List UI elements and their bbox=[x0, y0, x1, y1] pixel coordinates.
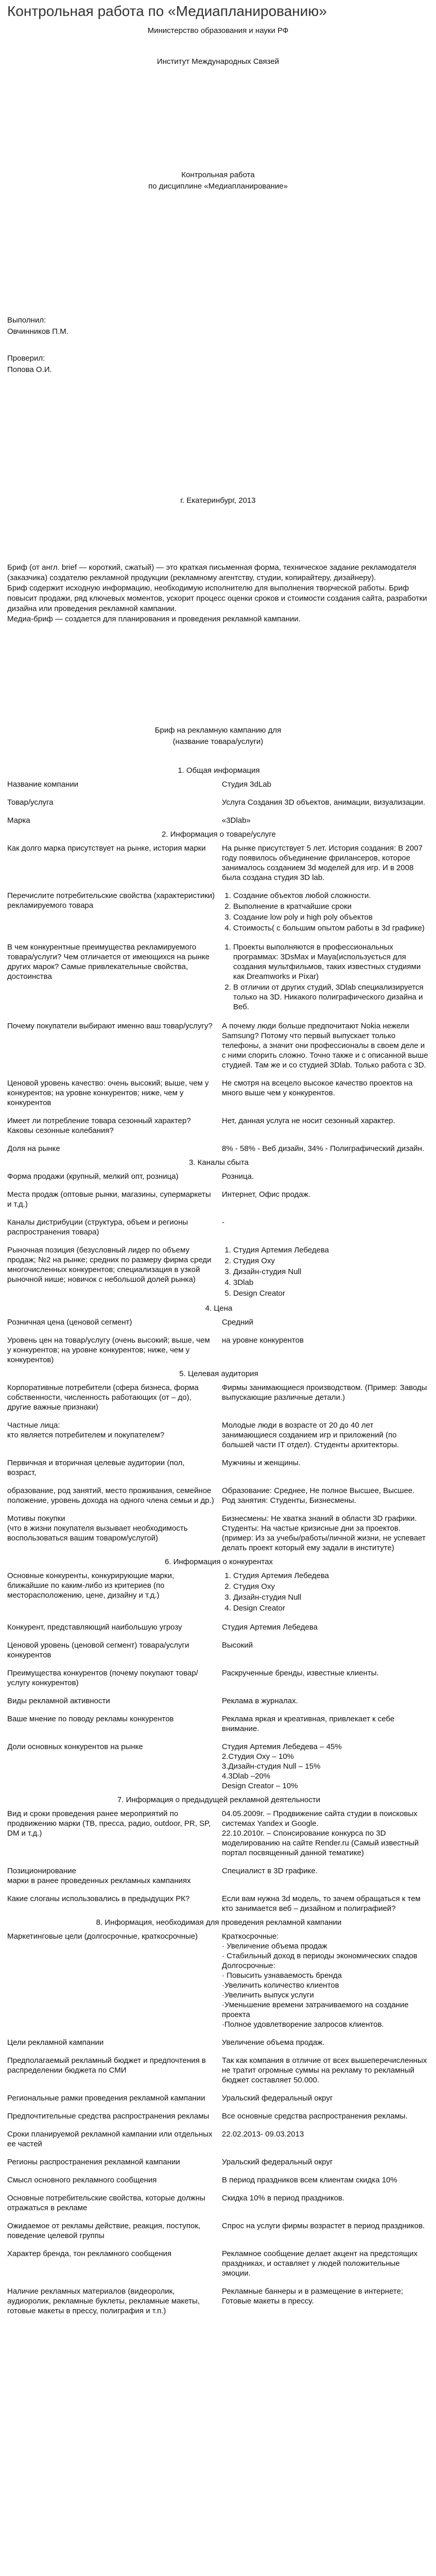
row-value: На рынке присутствует 5 лет. История создания: В 2007 году появилось объединение фрилансеров, которое занималось созданием 3d моделей для игр. И в 2008 была создана студия 3D lab. bbox=[222, 844, 423, 882]
row-value: Студия Артемия Лебедева – 45% 2.Студия Оху – 10% 3.Дизайн-студия Null – 15% 4.3Dlab –20% Design Creator – 10% bbox=[222, 1742, 342, 1790]
row-value: Услуга Создания 3D объектов, анимации, визуализации. bbox=[222, 798, 426, 807]
list-item: 1. Студия Артемия Лебедева bbox=[233, 1245, 430, 1255]
row-value: Раскрученные бренды, известные клиенты. bbox=[222, 1669, 379, 1677]
row-value: Не смотря на всецело высокое качество проектов на много выше чем у конкурентов. bbox=[222, 1079, 413, 1097]
checked-name: Попова О.И. bbox=[7, 365, 52, 374]
row-label: Уровень цен на товар/услугу (очень высокий; выше, чем у конкурентов; на уровне конкурентов; ниже, чем у конкурентов) bbox=[7, 1336, 210, 1364]
intro-paragraph: Медиа-бриф — создается для планирования и проведения рекламной кампании. bbox=[7, 615, 301, 623]
list-item: 1. Проекты выполняются в профессиональных программах: 3DsMax и Maya(использується для создания мультфильмов, таких известных студиями как Dreamworks и Pixar) bbox=[233, 942, 430, 981]
row-label: Каналы дистрибуции (структура, объем и регионы распространения товара) bbox=[7, 1218, 188, 1236]
table-row bbox=[4, 1328, 433, 1366]
section-header-row bbox=[4, 1914, 433, 1930]
row-label: Региональные рамки проведения рекламной кампании bbox=[7, 2094, 205, 2103]
table-row bbox=[4, 1014, 433, 1071]
row-label: Основные конкуренты, конкурирующие марки, ближайшие по каким-либо из критериев (по месторасположению, цене, дизайну и т.д.) bbox=[7, 1571, 175, 1600]
row-value: Спрос на услуги фирмы возрастет в период праздников. bbox=[222, 2222, 425, 2230]
row-label: Цели рекламной кампании bbox=[7, 2038, 104, 2047]
list-item: 3. Создание low poly и high poly объектов bbox=[233, 912, 430, 922]
row-label: Характер бренда, тон рекламного сообщения bbox=[7, 2249, 172, 2258]
table-row bbox=[4, 1171, 433, 1182]
row-value: Увеличение объема продаж. bbox=[222, 2038, 325, 2047]
row-label: Мотивы покупки (что в жизни покупателя вызывает необходимость воспользоваться вашим товаром/услугой) bbox=[7, 1514, 188, 1543]
section-header-row bbox=[4, 1366, 433, 1382]
row-value: Нет, данная услуга не носит сезонный характер. bbox=[222, 1116, 395, 1125]
row-value: Студия 3dLab bbox=[222, 780, 272, 789]
table-row bbox=[4, 1930, 433, 2030]
row-label: Почему покупатели выбирают именно ваш товар/услугу? bbox=[7, 1022, 213, 1030]
section-title: 6. Информация о конкурентах bbox=[164, 1557, 273, 1566]
table-row bbox=[4, 1570, 433, 1615]
list-item: 4. 3Dlab bbox=[233, 1278, 430, 1287]
table-row bbox=[4, 1182, 433, 1210]
value-list bbox=[222, 1245, 430, 1298]
row-value: Студия Артемия Лебедева bbox=[222, 1623, 318, 1632]
table-row bbox=[4, 1661, 433, 1689]
row-value: 04.05.2009г. – Продвижение сайта студии в поисковых системах Yandex и Google. 22.10.2010г. – Спонсирование конкурса по 3D моделированию на сайте Render.ru (Самый известный портал посвященный данной тематике) bbox=[222, 1809, 419, 1857]
section-title: 8. Информация, необходимая для проведения рекламной кампании bbox=[96, 1918, 342, 1927]
row-value: Если вам нужна 3d модель, то зачем обращаться к тем кто занимается веб – дизайном и полиграфией? bbox=[222, 1894, 421, 1913]
row-label: Предпочтительные средства распространения рекламы bbox=[7, 2112, 210, 2121]
table-row bbox=[4, 1071, 433, 1109]
row-value: Рекламное сообщение делает акцент на предстоящих праздниках, и оставляет у людей положительные эмоции. bbox=[222, 2249, 418, 2278]
row-label: Позиционирование марки в ранее проведенных рекламных кампаниях bbox=[7, 1867, 191, 1885]
row-value: А почему люди больше предпочитают Nokia нежели Samsung? Потому что первый выпускает только телефоны, а значит они профессионалы в своем деле и с ними спорить сложно. Точно также и с описанной выше студией. Там же и со студией 3Dlab. Только работа с 3D. bbox=[222, 1022, 428, 1070]
section-header-row bbox=[4, 1300, 433, 1316]
row-label: Розничная цена (ценовой сегмент) bbox=[7, 1318, 132, 1327]
row-value: Бизнесмены: Не хватка знаний в области 3D графики. Студенты: На частые кризисные дни за проектов. (пример: Из за учебы/работы/личной жизни, не успевает делать проект который ему задали в институте) bbox=[222, 1514, 426, 1552]
row-value: 22.02.2013- 09.03.2013 bbox=[222, 2130, 304, 2139]
row-label: Марка bbox=[7, 816, 30, 825]
table-row bbox=[4, 935, 433, 1014]
row-label: образование, род занятий, место проживания, семейное положение, уровень дохода на одного члена семьи и др.) bbox=[7, 1486, 214, 1505]
row-value: Мужчины и женщины. bbox=[222, 1459, 301, 1467]
table-row bbox=[4, 1109, 433, 1137]
row-value bbox=[219, 884, 433, 935]
table-row bbox=[4, 1137, 433, 1155]
row-label: Какие слоганы использовались в предыдущих РК? bbox=[7, 1894, 190, 1903]
section-title: 2. Информация о товаре/услуге bbox=[162, 830, 276, 839]
row-value: Так как компания в отличие от всех вышеперечисленных не тратит огромные суммы на рекламу то рекламный бюджет составляет 50.000. bbox=[222, 2056, 427, 2084]
discipline-line: по дисциплине «Медиапланирование» bbox=[148, 182, 288, 191]
row-value: Уральский федеральный округ bbox=[222, 2094, 333, 2103]
row-label: Форма продажи (крупный, мелкий опт, розница) bbox=[7, 1172, 179, 1181]
row-label: Доли основных конкурентов на рынке bbox=[7, 1742, 143, 1751]
row-value: Средний bbox=[222, 1318, 253, 1327]
intro-text bbox=[7, 563, 429, 624]
value-list bbox=[222, 1571, 430, 1613]
row-value: на уровне конкурентов bbox=[222, 1336, 304, 1345]
intro-paragraph: Бриф содержит исходную информацию, необходимую исполнителю для выполнения творческой работы. Бриф повысит продажи, ряд ключевых моментов, ускорит процесс оценки сроков и стоимости создания сайта, разработки дизайна или проведения рекламной кампании. bbox=[7, 584, 427, 613]
row-label: Перечислите потребительские свойства (характеристики) рекламируемого товара bbox=[7, 891, 215, 910]
list-item: 5. Design Creator bbox=[233, 1289, 430, 1298]
table-row bbox=[4, 1808, 433, 1859]
work-title: Контрольная работа bbox=[181, 171, 255, 179]
table-row bbox=[4, 1238, 433, 1300]
list-item: 1. Создание объектов любой сложности. bbox=[233, 891, 430, 901]
section-title: 5. Целевая аудитория bbox=[179, 1369, 258, 1378]
row-label: Ваше мнение по поводу рекламы конкурентов bbox=[7, 1715, 174, 1723]
performed-name: Овчинников П.М. bbox=[7, 327, 68, 336]
table-row bbox=[4, 1316, 433, 1328]
document-title: Контрольная работа по «Медиапланированию» bbox=[7, 3, 327, 19]
row-label: Виды рекламной активности bbox=[7, 1697, 110, 1705]
row-value: Образование: Среднее, Не полное Высшее, Высшее. Род занятия: Студенты, Бизнесмены. bbox=[222, 1486, 415, 1505]
row-value: В период праздников всем клиентам скидка 10% bbox=[222, 2176, 397, 2184]
table-row bbox=[4, 2150, 433, 2168]
row-label: Сроки планируемой рекламной кампании или отдельных ее частей bbox=[7, 2130, 213, 2148]
list-item: 3. Дизайн-студия Null bbox=[233, 1592, 430, 1602]
performed-label: Выполнил: bbox=[7, 316, 46, 325]
row-value: Рекламные баннеры и в размещение в интернете; Готовые макеты в прессу. bbox=[222, 2287, 404, 2306]
row-value bbox=[219, 1238, 433, 1300]
table-row bbox=[4, 1210, 433, 1238]
section-title: 3. Каналы сбыта bbox=[188, 1158, 249, 1167]
row-value: Фирмы занимающиеся производством. (Пример: Заводы выпускающие различные детали.) bbox=[222, 1383, 427, 1402]
row-value bbox=[219, 935, 433, 1014]
row-label: Основные потребительские свойства, которые должны отражаться в рекламе bbox=[7, 2194, 205, 2212]
table-row bbox=[4, 1382, 433, 1413]
ministry-line: Министерство образования и науки РФ bbox=[147, 26, 289, 35]
row-value: Молодые люди в возрасте от 20 до 40 лет занимающиеся созданием игр и приложений (по большей части IT отдел). Студенты архитекторы. bbox=[222, 1421, 399, 1449]
city-year: г. Екатеринбург, 2013 bbox=[180, 496, 256, 505]
row-value: Скидка 10% в период праздников. bbox=[222, 2194, 345, 2202]
row-value: Реклама яркая и креативная, привлекает к себе внимание. bbox=[222, 1715, 395, 1733]
value-list bbox=[222, 942, 430, 1012]
row-value bbox=[219, 1570, 433, 1615]
table-row bbox=[4, 1413, 433, 1451]
table-row bbox=[4, 1615, 433, 1633]
row-label: Рыночная позиция (безусловный лидер по объему продаж; №2 на рынке; средних по размеру фирма среди многочисленных конкурентов; специализация в узкой рыночной нише; новичок с небольшой долей рынка) bbox=[7, 1246, 212, 1284]
table-row bbox=[4, 1506, 433, 1554]
table-row bbox=[4, 1887, 433, 1914]
intro-paragraph: Бриф (от англ. brief — короткий, сжатый) — это краткая письменная форма, техническое задание рекламодателя (заказчика) создателю рекламной продукции (рекламному агентству, студии, копирайтеру, дизайнеру). bbox=[7, 563, 416, 582]
row-value: Уральский федеральный округ bbox=[222, 2158, 333, 2166]
list-item: 2. Выполнение в кратчайшие сроки bbox=[233, 902, 430, 911]
list-item: 2. Студия Oxy bbox=[233, 1582, 430, 1591]
row-label: Товар/услуга bbox=[7, 798, 54, 807]
institute-line: Институт Международных Связей bbox=[156, 57, 280, 66]
row-label: Ожидаемое от рекламы действие, реакция, поступок, поведение целевой группы bbox=[7, 2222, 201, 2240]
table-row bbox=[4, 1707, 433, 1735]
list-item: 2. Студия Oxy bbox=[233, 1256, 430, 1266]
table-row bbox=[4, 2104, 433, 2122]
section-title: 1. Общая информация bbox=[178, 766, 260, 775]
table-row bbox=[4, 884, 433, 935]
row-label: Название компании bbox=[7, 780, 79, 789]
row-value: 8% - 58% - Веб дизайн, 34% - Полиграфический дизайн. bbox=[222, 1144, 425, 1153]
list-item: 4. Design Creator bbox=[233, 1603, 430, 1613]
row-value: Высокий bbox=[222, 1641, 253, 1650]
brief-subheading: (название товара/услуги) bbox=[172, 737, 264, 746]
value-list bbox=[222, 891, 430, 933]
row-label: Наличие рекламных материалов (видеоролик, аудиоролик, рекламные буклеты, рекламные макеты, готовые макеты в прессу, полиграфия и т.п.) bbox=[7, 2287, 200, 2315]
table-row bbox=[4, 1479, 433, 1506]
table-row bbox=[4, 2279, 433, 2317]
table-row bbox=[4, 2048, 433, 2086]
section-title: 7. Информация о предыдущей рекламной деятельности bbox=[117, 1795, 321, 1804]
list-item: 1. Студия Артемия Лебедева bbox=[233, 1571, 430, 1581]
table-row bbox=[4, 2242, 433, 2279]
row-label: Имеет ли потребление товара сезонный характер? Каковы сезонные колебания? bbox=[7, 1116, 191, 1135]
row-label: Частные лица: кто является потребителем и покупателем? bbox=[7, 1421, 165, 1439]
row-label: В чем конкурентные преимущества рекламируемого товара/услуги? Чем отличается от имеющихся на рынке других марок? Самые привлекательные свойства, достоинства bbox=[7, 943, 210, 981]
table-row bbox=[4, 808, 433, 826]
row-label: Маркетинговые цели (долгосрочные, краткосрочные) bbox=[7, 1932, 198, 1941]
table-row bbox=[4, 778, 433, 790]
row-label: Регионы распространения рекламной кампании bbox=[7, 2158, 180, 2166]
row-value: Розница. bbox=[222, 1172, 254, 1181]
table-row bbox=[4, 1859, 433, 1887]
table-row bbox=[4, 2122, 433, 2150]
row-label: Конкурент, представляющий наибольшую угрозу bbox=[7, 1623, 182, 1632]
section-header-row bbox=[4, 826, 433, 842]
row-label: Ценовой уровень (ценовой сегмент) товара/услуги конкурентов bbox=[7, 1641, 189, 1659]
table-row bbox=[4, 2030, 433, 2048]
row-label: Преимущества конкурентов (почему покупают товар/услугу конкурентов) bbox=[7, 1669, 198, 1687]
section-header-row bbox=[4, 1554, 433, 1570]
table-row bbox=[4, 842, 433, 884]
row-label: Как долго марка присутствует на рынке, история марки bbox=[7, 844, 206, 853]
row-value: Все основные средства распространения рекламы. bbox=[222, 2112, 408, 2121]
row-label: Вид и сроки проведения ранее мероприятий по продвижению марки (ТВ, пресса, радио, outdoor, PR, SP, DM и т.д.) bbox=[7, 1809, 211, 1838]
section-title: 4. Цена bbox=[205, 1304, 233, 1313]
row-label: Доля на рынке bbox=[7, 1144, 60, 1153]
table-row bbox=[4, 2168, 433, 2186]
table-row bbox=[4, 2214, 433, 2242]
section-header-row bbox=[4, 1155, 433, 1171]
table-row bbox=[4, 1451, 433, 1479]
list-item: 2. В отличии от других студий, 3Dlab специализируется только на 3D. Никакого полиграфического дизайна и Веб. bbox=[233, 982, 430, 1012]
row-value: Интернет, Офис продаж. bbox=[222, 1190, 310, 1199]
row-label: Предполагаемый рекламный бюджет и предпочтения в распределении бюджета по СМИ bbox=[7, 2056, 206, 2075]
row-value: «3Dlab» bbox=[222, 816, 251, 825]
list-item: 3. Дизайн-студия Null bbox=[233, 1267, 430, 1277]
row-label: Ценовой уровень качество: очень высокий; выше, чем у конкурентов; на уровне конкурентов; ниже, чем у конкурентов bbox=[7, 1079, 209, 1107]
table-row bbox=[4, 1735, 433, 1792]
table-row bbox=[4, 1633, 433, 1661]
row-value: Реклама в журналах. bbox=[222, 1697, 298, 1705]
brief-heading: Бриф на рекламную кампанию для bbox=[154, 726, 282, 735]
brief-table bbox=[4, 762, 433, 2317]
row-value: - bbox=[222, 1218, 224, 1227]
row-value: Краткосрочные: · Увеличение объема продаж · Стабильный доход в периоды экономических спадов Долгосрочные: · Повысить узнаваемость бренда ·Увеличить количество клиентов ·Увеличить выпуск услуги ·Уменьшение времени затрачиваемого на создание проекта ·Полное удовлетворение запросов клиентов. bbox=[222, 1932, 417, 2029]
table-row bbox=[4, 790, 433, 808]
checked-label: Проверил: bbox=[7, 354, 45, 363]
section-header-row bbox=[4, 1792, 433, 1808]
section-header-row bbox=[4, 762, 433, 778]
row-label: Смысл основного рекламного сообщения bbox=[7, 2176, 157, 2184]
table-row bbox=[4, 2186, 433, 2214]
table-row bbox=[4, 1689, 433, 1707]
list-item: 4. Стоимость( с большим опытом работы в 3d графике) bbox=[233, 923, 430, 933]
row-label: Корпоративные потребители (сфера бизнеса, форма собственности, численность работающих (от – до), другие важные признаки) bbox=[7, 1383, 199, 1412]
row-label: Места продаж (оптовые рынки, магазины, супермаркеты и т.д.) bbox=[7, 1190, 211, 1209]
row-value: Специалист в 3D графике. bbox=[222, 1867, 318, 1875]
table-row bbox=[4, 2086, 433, 2104]
row-label: Первичная и вторичная целевые аудитории (пол, возраст, bbox=[7, 1459, 185, 1477]
